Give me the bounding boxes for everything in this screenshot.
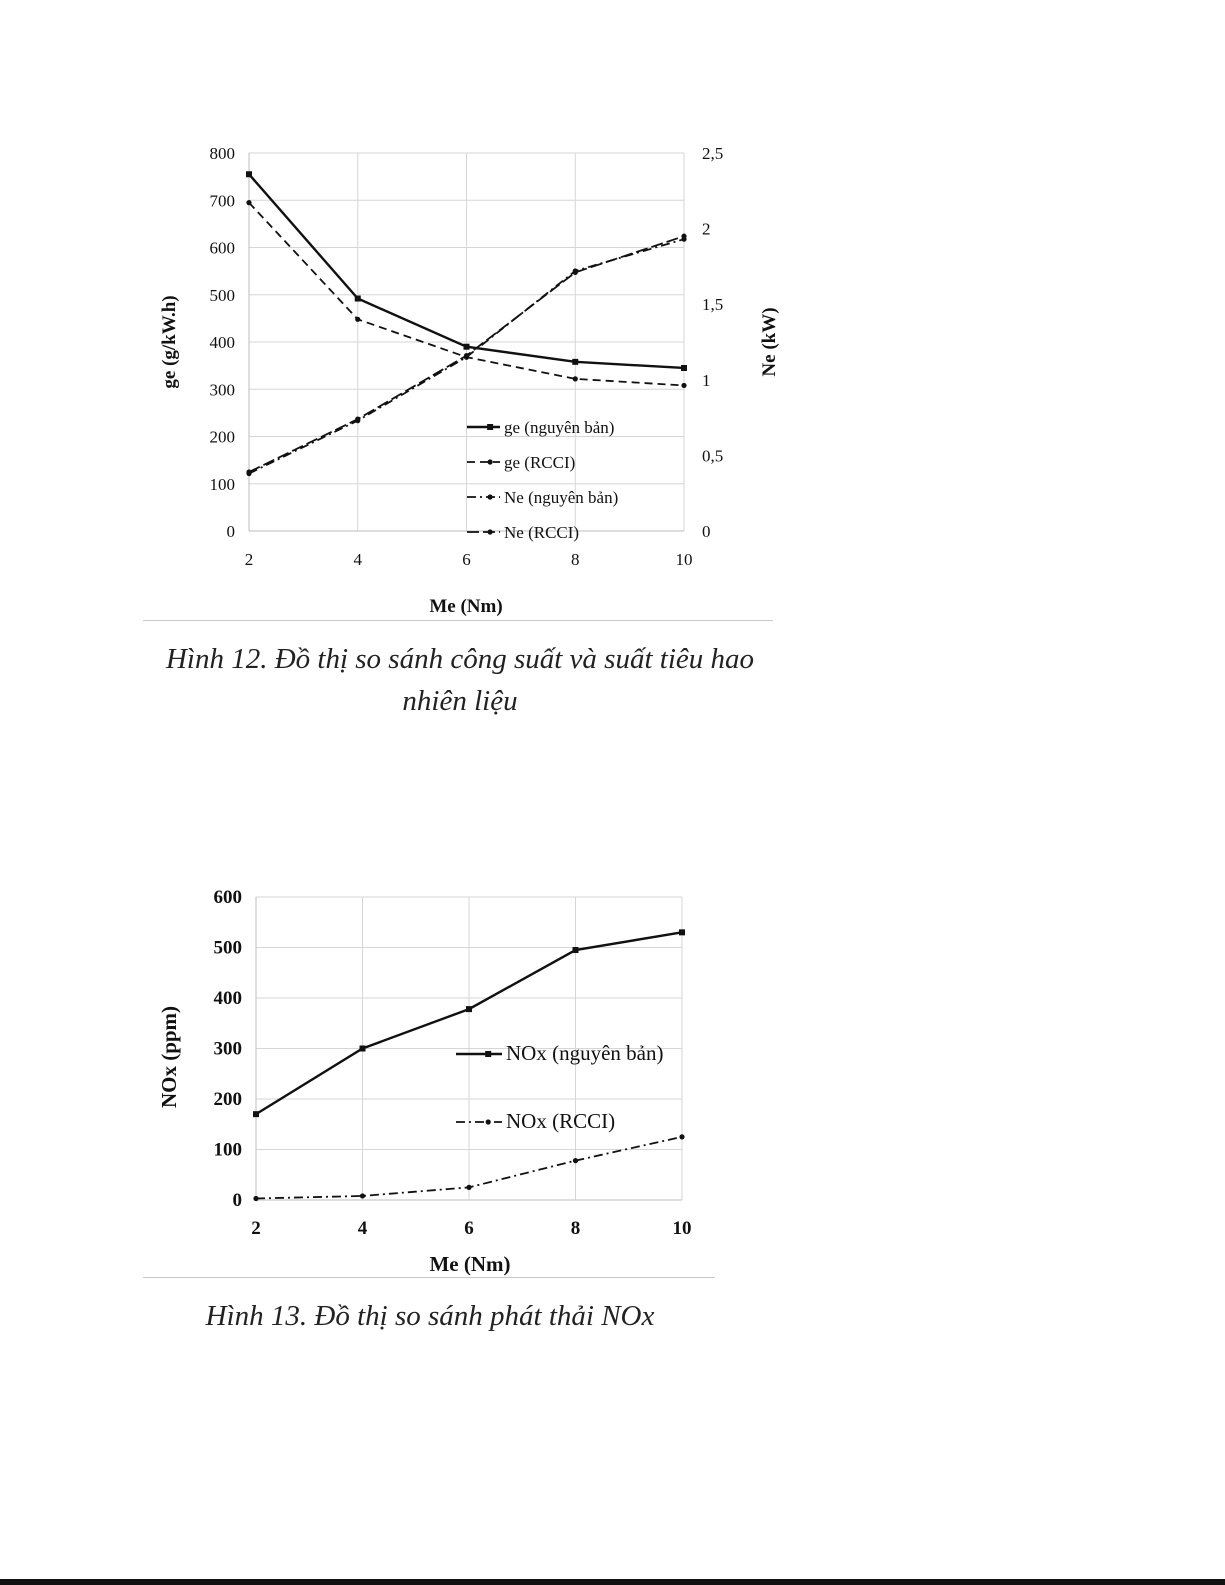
data-point-1 <box>679 1134 684 1139</box>
data-point-1 <box>681 383 686 388</box>
data-point-3 <box>355 417 360 422</box>
chart1-grid <box>249 153 684 531</box>
legend-marker-0 <box>487 424 493 430</box>
y-tick-label: 100 <box>209 474 235 494</box>
figure12-caption-line2: nhiên liệu <box>402 685 518 717</box>
figure12-caption-line1: Hình 12. Đồ thị so sánh công suất và suất tiêu hao <box>165 643 755 675</box>
legend-label-2: Ne (nguyên bản) <box>504 488 619 507</box>
y-tick-label: 0 <box>226 522 235 541</box>
data-point-0 <box>246 171 252 177</box>
x-tick-label: 2 <box>251 1218 261 1239</box>
chart-nox <box>157 887 692 1276</box>
y-tick-label: 200 <box>209 427 235 447</box>
y-tick-label: 300 <box>209 380 235 400</box>
x-tick-label: 10 <box>672 1218 692 1239</box>
y-tick-label: 700 <box>209 191 235 211</box>
data-point-1 <box>573 1158 578 1163</box>
chart2-legend <box>456 1041 663 1133</box>
y-tick-label: 0 <box>232 1190 242 1211</box>
chart2-xlabel: Me (Nm) <box>429 1252 511 1276</box>
y-tick-label: 300 <box>213 1038 242 1060</box>
legend-label-3: Ne (RCCI) <box>504 523 580 542</box>
data-point-0 <box>572 359 578 365</box>
y2-tick-label: 2,5 <box>702 144 724 163</box>
data-point-3 <box>681 234 686 239</box>
data-point-3 <box>464 353 469 358</box>
x-tick-label: 6 <box>464 1218 474 1239</box>
y2-tick-label: 2 <box>702 219 711 239</box>
legend-label-0: ge (nguyên bản) <box>504 418 615 437</box>
data-point-3 <box>573 270 578 275</box>
chart-ge-ne <box>159 144 780 617</box>
data-point-1 <box>253 1196 258 1201</box>
y2-tick-label: 0 <box>702 522 711 541</box>
x-tick-label: 4 <box>353 550 362 569</box>
y-tick-label: 400 <box>209 333 235 352</box>
y-tick-label: 600 <box>213 887 242 908</box>
figure12-caption <box>120 638 800 722</box>
caption1-divider <box>143 620 773 621</box>
legend-marker-2 <box>488 494 493 499</box>
chart2-ylabel: NOx (ppm) <box>157 1005 181 1109</box>
data-point-1 <box>466 1185 471 1190</box>
data-point-0 <box>360 1046 366 1052</box>
y-tick-label: 100 <box>213 1139 242 1161</box>
legend-marker-0 <box>485 1051 491 1057</box>
legend-label-0: NOx (nguyên bản) <box>506 1041 664 1065</box>
figure13-caption-line: Hình 13. Đồ thị so sánh phát thải NOx <box>205 1300 655 1332</box>
x-tick-label: 8 <box>571 550 580 569</box>
data-point-0 <box>466 1006 472 1012</box>
chart1-y2label: Ne (kW) <box>759 307 780 377</box>
legend-marker-1 <box>488 459 493 464</box>
legend-label-1: ge (RCCI) <box>504 453 576 472</box>
y-tick-label: 500 <box>209 285 235 305</box>
x-tick-label: 8 <box>570 1218 581 1239</box>
data-point-1 <box>246 200 251 205</box>
data-point-0 <box>681 365 687 371</box>
page-bottom-edge <box>0 1579 1225 1585</box>
y2-tick-label: 1 <box>702 370 711 390</box>
y-tick-label: 600 <box>209 238 235 258</box>
legend-marker-3 <box>488 529 493 534</box>
chart1-ylabel: ge (g/kW.h) <box>159 295 180 389</box>
caption2-divider <box>143 1277 715 1278</box>
chart1-xlabel: Me (Nm) <box>429 596 503 617</box>
x-tick-label: 10 <box>675 550 693 569</box>
legend-marker-1 <box>486 1119 491 1124</box>
data-point-3 <box>246 469 251 474</box>
figure13-caption <box>120 1295 740 1337</box>
legend-label-1: NOx (RCCI) <box>506 1109 616 1133</box>
data-point-0 <box>679 929 685 935</box>
y-tick-label: 400 <box>213 988 242 1009</box>
data-point-1 <box>573 376 578 381</box>
data-point-0 <box>355 296 361 302</box>
data-point-0 <box>573 947 579 953</box>
y-tick-label: 500 <box>213 937 242 959</box>
data-point-1 <box>355 317 360 322</box>
y2-tick-label: 1,5 <box>702 295 724 315</box>
y2-tick-label: 0,5 <box>702 446 724 466</box>
data-point-0 <box>464 344 470 350</box>
x-tick-label: 4 <box>357 1218 368 1239</box>
x-tick-label: 2 <box>244 550 254 569</box>
data-point-1 <box>360 1193 365 1198</box>
y-tick-label: 200 <box>213 1089 242 1110</box>
y-tick-label: 800 <box>209 144 235 163</box>
x-tick-label: 6 <box>462 550 471 569</box>
data-point-0 <box>253 1111 259 1117</box>
